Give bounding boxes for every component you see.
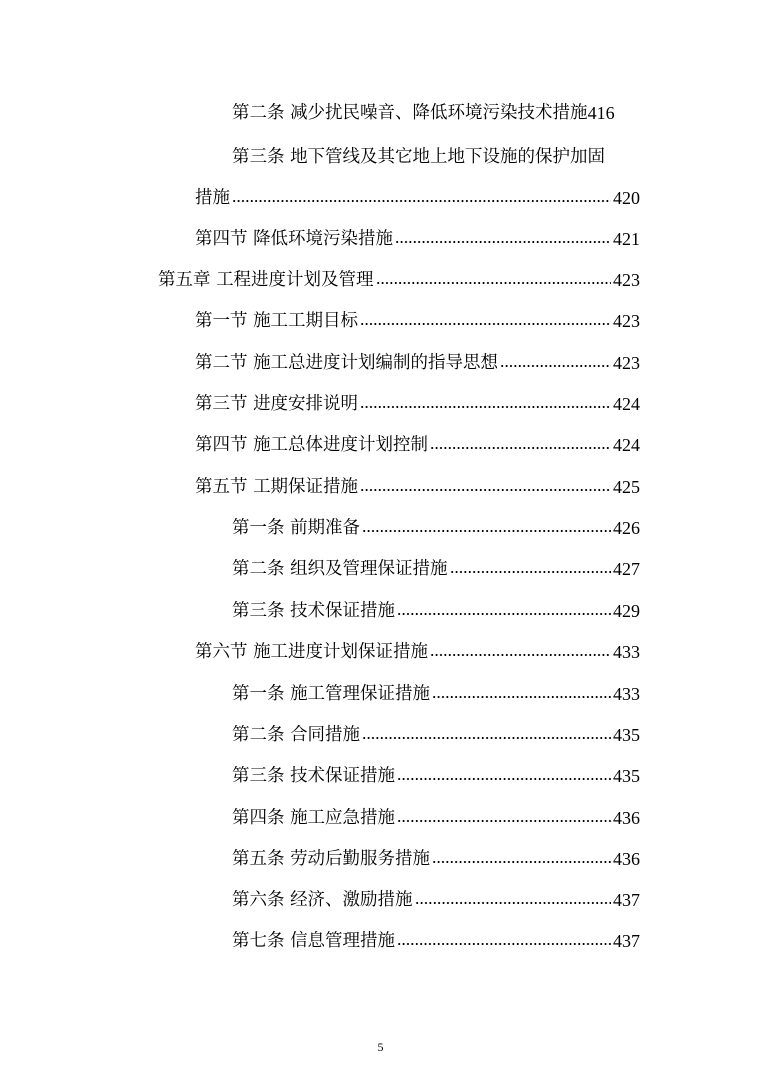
- toc-entry-page: 424: [613, 394, 640, 414]
- toc-entry-title: 第六条 经济、激励措施: [232, 890, 413, 910]
- toc-entry-title: 第一条 施工管理保证措施: [232, 684, 431, 704]
- toc-entry-title: 措施: [195, 188, 230, 208]
- toc-leader-dots: [397, 776, 611, 782]
- toc-entry[interactable]: [232, 94, 640, 124]
- toc-entry-title: 第四节 施工总体进度计划控制: [195, 435, 429, 455]
- toc-leader-dots: [360, 404, 611, 410]
- toc-entry-page: 426: [613, 518, 640, 538]
- page-number: 5: [377, 1040, 384, 1054]
- toc-leader-dots: [360, 321, 611, 327]
- toc-entry[interactable]: [232, 757, 640, 787]
- toc-entry-page: 437: [613, 931, 640, 951]
- toc-entry-page: 424: [613, 435, 640, 455]
- toc-entry-title: 第三条 技术保证措施: [232, 601, 396, 621]
- toc-entry-page: 427: [613, 559, 640, 579]
- toc-entry[interactable]: [158, 261, 640, 291]
- toc-entry[interactable]: [232, 840, 640, 870]
- toc-entry[interactable]: [232, 138, 640, 168]
- toc-entry-title: 第六节 施工进度计划保证措施: [195, 642, 429, 662]
- toc-leader-dots: [395, 239, 611, 245]
- toc-entry-page: 423: [613, 311, 640, 331]
- toc-leader-dots: [397, 611, 611, 617]
- toc-leader-dots: [397, 818, 611, 824]
- toc-entry-title: 第一节 施工工期目标: [195, 311, 359, 331]
- toc-entry-page: 416: [587, 103, 615, 123]
- toc-entry[interactable]: [232, 799, 640, 829]
- toc-entry-title: 第四节 降低环境污染措施: [195, 229, 394, 249]
- toc-entry[interactable]: [195, 302, 640, 332]
- toc-entry-title: 第二节 施工总进度计划编制的指导思想: [195, 353, 499, 373]
- toc-entry-page: 433: [613, 642, 640, 662]
- toc-leader-dots: [232, 198, 611, 204]
- toc-entry[interactable]: [232, 509, 640, 539]
- toc-entry-page: 437: [613, 890, 640, 910]
- toc-entry[interactable]: [232, 881, 640, 911]
- toc-entry[interactable]: [195, 344, 640, 374]
- toc-leader-dots: [362, 528, 611, 534]
- toc-entry-title: 第二条 减少扰民噪音、降低环境污染技术措施: [232, 103, 588, 123]
- toc-entry-title: 第四条 施工应急措施: [232, 808, 396, 828]
- toc-leader-dots: [362, 735, 611, 741]
- toc-entry-title: 第五条 劳动后勤服务措施: [232, 849, 431, 869]
- toc-entry[interactable]: [195, 220, 640, 250]
- toc-entry[interactable]: [232, 716, 640, 746]
- toc-leader-dots: [415, 900, 611, 906]
- toc-entry[interactable]: [232, 550, 640, 580]
- toc-entry-title: 第三条 技术保证措施: [232, 766, 396, 786]
- toc-entry[interactable]: [195, 633, 640, 663]
- toc-entry-title: 第二条 组织及管理保证措施: [232, 559, 448, 579]
- toc-entry-title: 第三条 地下管线及其它地上地下设施的保护加固: [232, 147, 606, 167]
- toc-entry-page: 425: [613, 477, 640, 497]
- toc-entry-title: 第二条 合同措施: [232, 725, 361, 745]
- toc-leader-dots: [397, 941, 611, 947]
- toc-entry-title: 第七条 信息管理措施: [232, 931, 396, 951]
- toc-leader-dots: [450, 569, 611, 575]
- toc-entry[interactable]: [232, 675, 640, 705]
- toc-leader-dots: [430, 652, 611, 658]
- toc-entry-page: 421: [613, 229, 640, 249]
- toc-leader-dots: [360, 487, 611, 493]
- toc-entry[interactable]: [232, 592, 640, 622]
- toc-entry-title: 第五节 工期保证措施: [195, 477, 359, 497]
- toc-entry-title: 第一条 前期准备: [232, 518, 361, 538]
- toc-entry-page: 435: [613, 725, 640, 745]
- toc-leader-dots: [376, 280, 611, 286]
- toc-entry-page: 429: [613, 601, 640, 621]
- toc-entry-page: 435: [613, 766, 640, 786]
- toc-entry[interactable]: [195, 179, 640, 209]
- toc-entry-title: 第三节 进度安排说明: [195, 394, 359, 414]
- toc-entry[interactable]: [195, 426, 640, 456]
- toc-entry-page: 423: [613, 353, 640, 373]
- toc-entry-title: 第五章 工程进度计划及管理: [158, 270, 374, 290]
- toc-leader-dots: [430, 445, 611, 451]
- toc-entry[interactable]: [195, 385, 640, 415]
- toc-entry-page: 433: [613, 684, 640, 704]
- toc-entry-page: 436: [613, 849, 640, 869]
- toc-leader-dots: [500, 363, 611, 369]
- toc-entry-page: 436: [613, 808, 640, 828]
- toc-leader-dots: [432, 694, 611, 700]
- toc-entry-page: 423: [613, 270, 640, 290]
- toc-leader-dots: [432, 859, 611, 865]
- toc-entry[interactable]: [195, 468, 640, 498]
- toc-entry[interactable]: [232, 922, 640, 952]
- toc-entry-page: 420: [613, 188, 640, 208]
